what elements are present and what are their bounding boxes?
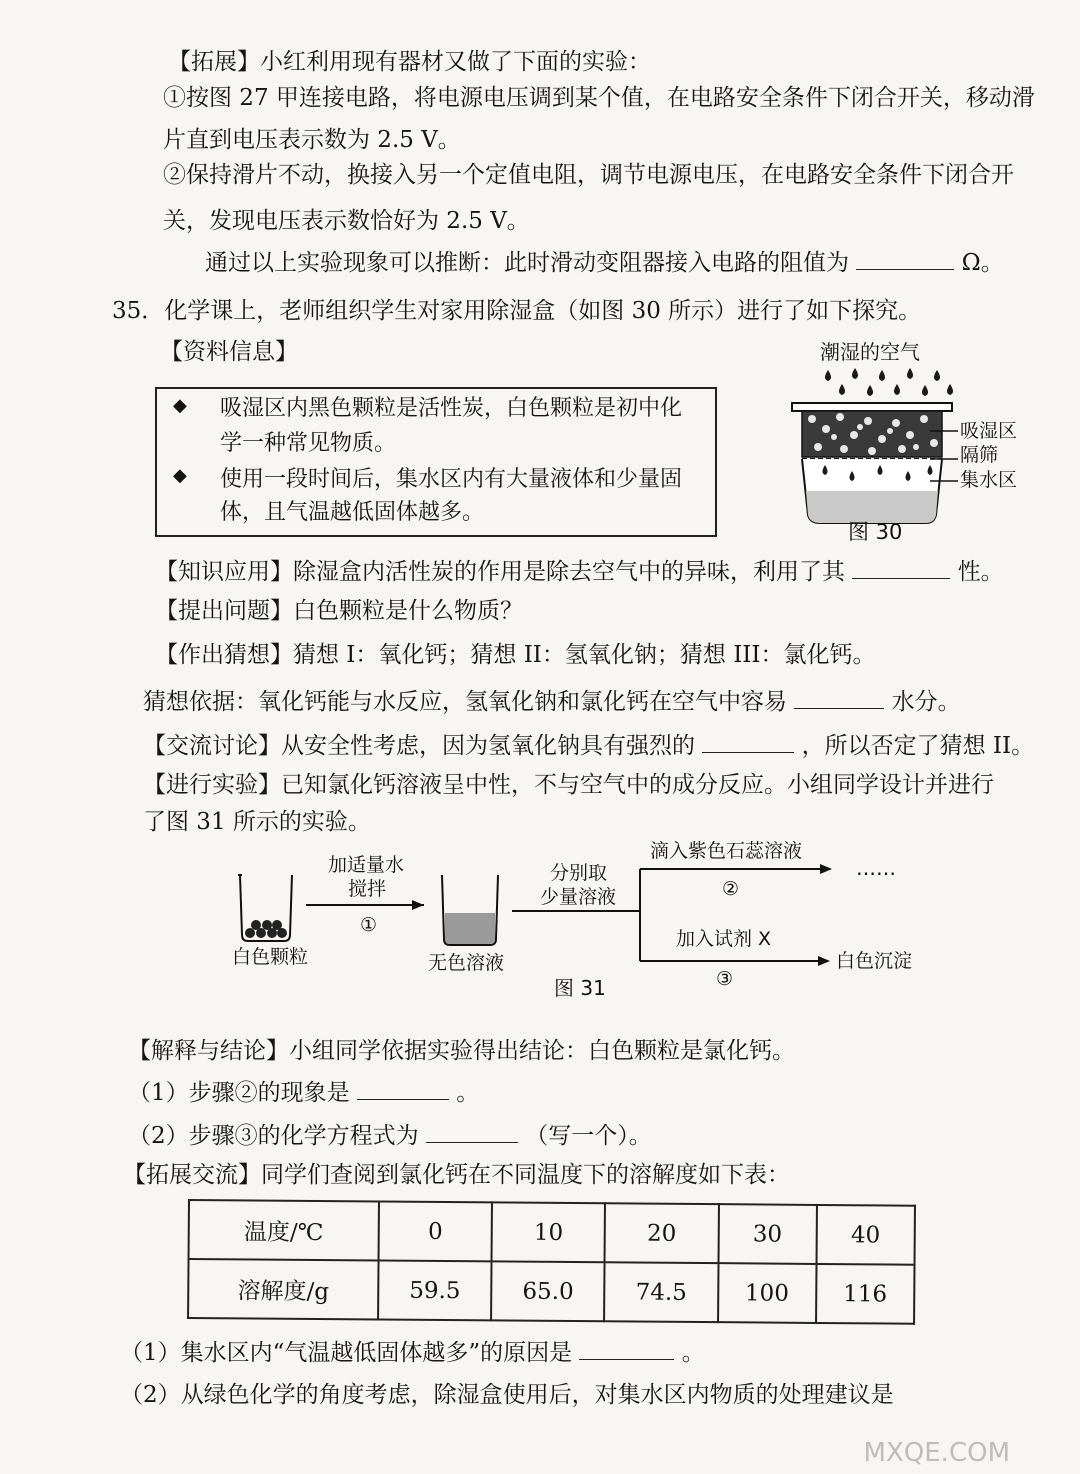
info-title: 【资料信息】 <box>160 339 298 365</box>
diamond-bullet-icon: ◆ <box>173 465 187 486</box>
watermark: MXQE.COM <box>863 1438 1010 1468</box>
conclusion-q2 <box>128 1118 652 1151</box>
knowledge-text: 【知识应用】除湿盒内活性炭的作用是除去空气中的异味，利用了其 <box>155 559 845 585</box>
exchange-q1 <box>120 1335 705 1368</box>
step3-number: ③ <box>716 968 734 990</box>
figure-31-experiment-flow <box>220 835 960 1005</box>
info-box <box>155 387 717 537</box>
extension-step2: ②保持滑片不动，换接入另一个定值电阻，调节电源电压，在电路安全条件下闭合开 <box>163 162 1014 188</box>
collected-water <box>806 491 938 523</box>
step1-label-1: 加适量水 <box>328 854 405 876</box>
table-cell: 40 <box>816 1205 915 1265</box>
q2-end: （写一个）。 <box>525 1123 652 1149</box>
table-cell: 116 <box>816 1264 915 1324</box>
info-item-2-cont: 体，且气温越低固体越多。 <box>220 500 485 525</box>
answer-blank-reason[interactable] <box>579 1335 674 1360</box>
q2-text: （2）步骤③的化学方程式为 <box>128 1123 419 1149</box>
q1-end: 。 <box>456 1080 480 1106</box>
arrowhead-icon <box>412 900 424 910</box>
extension-step1: ①按图 27 甲连接电路，将电源电压调到某个值，在电路安全条件下闭合开关，移动滑 <box>163 85 1035 111</box>
exchange-q1-end: 。 <box>681 1340 705 1366</box>
table-header-temp: 温度/℃ <box>189 1200 379 1260</box>
extension-heading: 【拓展】小红利用现有器材又做了下面的实验： <box>168 49 651 75</box>
label-water-zone: 集水区 <box>960 469 1018 491</box>
step1-label-2: 搅拌 <box>348 878 387 900</box>
figure-30-dehumidifier-diagram <box>780 335 1040 550</box>
label-white-granules: 白色颗粒 <box>232 946 309 968</box>
extension-step1-cont: 片直到电压表示数为 2.5 V。 <box>163 127 461 153</box>
knowledge-end: 性。 <box>957 559 1004 585</box>
label-sieve: 隔筛 <box>960 444 999 466</box>
exchange-q1-text: （1）集水区内“气温越低固体越多”的原因是 <box>120 1340 573 1366</box>
table-cell: 59.5 <box>378 1260 492 1320</box>
info-item-1: 吸湿区内黑色颗粒是活性炭，白色颗粒是初中化 <box>220 396 683 421</box>
extension-step2-cont: 关，发现电压表示数恰好为 2.5 V。 <box>163 208 530 234</box>
split-label-1: 分别取 <box>550 862 608 884</box>
conclusion-q1 <box>128 1075 479 1108</box>
answer-blank-corrosive[interactable] <box>702 728 794 753</box>
table-cell: 10 <box>492 1202 606 1262</box>
arrowhead-icon <box>820 864 832 874</box>
table-cell: 20 <box>605 1203 719 1263</box>
inference-text: 通过以上实验现象可以推断：此时滑动变阻器接入电路的阻值为 <box>205 250 849 276</box>
knowledge-application <box>155 554 1004 587</box>
hypotheses: 【作出猜想】猜想 I：氧化钙；猜想 II：氢氧化钠；猜想 III：氯化钙。 <box>155 642 876 668</box>
table-cell: 0 <box>379 1202 493 1262</box>
step3-label: 加入试剂 X <box>676 928 772 950</box>
table-cell: 100 <box>718 1263 817 1323</box>
table-row <box>189 1200 915 1265</box>
lid-rim <box>792 403 952 411</box>
step2-number: ② <box>722 878 740 900</box>
hypothesis-basis <box>143 684 961 717</box>
exchange-q2: （2）从绿色化学的角度考虑，除湿盒使用后，对集水区内物质的处理建议是 <box>120 1382 894 1408</box>
solubility-table <box>187 1199 916 1325</box>
experiment-intro-cont: 了图 31 所示的实验。 <box>143 809 371 835</box>
label-absorb-zone: 吸湿区 <box>960 420 1018 442</box>
question-35-title: 35．化学课上，老师组织学生对家用除湿盒（如图 30 所示）进行了如下探究。 <box>112 298 922 324</box>
diamond-bullet-icon: ◆ <box>173 395 187 416</box>
fig30-caption: 图 30 <box>848 520 903 544</box>
info-item-2: 使用一段时间后，集水区内有大量液体和少量固 <box>220 467 683 492</box>
raise-question: 【提出问题】白色颗粒是什么物质？ <box>155 598 523 624</box>
extension-exchange: 【拓展交流】同学们查阅到氯化钙在不同温度下的溶解度如下表： <box>123 1162 790 1188</box>
table-cell: 65.0 <box>491 1261 605 1321</box>
step2-label: 滴入紫色石蕊溶液 <box>650 840 803 862</box>
inference-unit: Ω。 <box>961 250 1004 276</box>
answer-blank-equation[interactable] <box>426 1118 518 1143</box>
colorless-solution-fill <box>445 913 495 944</box>
arrowhead-icon <box>818 956 830 966</box>
answer-blank-resistance[interactable] <box>856 245 954 270</box>
step1-number: ① <box>360 914 378 936</box>
basis-end: 水分。 <box>891 689 961 715</box>
discussion-end: ，所以否定了猜想 II。 <box>801 733 1035 759</box>
label-colorless-solution: 无色溶液 <box>428 952 505 974</box>
table-cell: 30 <box>718 1204 817 1264</box>
moist-air-droplets-icon <box>825 368 953 396</box>
extension-inference <box>205 245 1004 278</box>
table-cell: 74.5 <box>604 1262 718 1322</box>
discussion <box>143 728 1034 761</box>
discussion-text: 【交流讨论】从安全性考虑，因为氢氧化钠具有强烈的 <box>143 733 695 759</box>
q1-text: （1）步骤②的现象是 <box>128 1080 350 1106</box>
step3-result: 白色沉淀 <box>836 950 913 972</box>
conclusion: 【解释与结论】小组同学依据实验得出结论：白色颗粒是氯化钙。 <box>128 1038 795 1064</box>
answer-blank-property[interactable] <box>852 554 950 579</box>
experiment-intro: 【进行实验】已知氯化钙溶液呈中性，不与空气中的成分反应。小组同学设计并进行 <box>143 772 994 798</box>
step2-result: …… <box>856 856 896 880</box>
table-header-solubility: 溶解度/g <box>188 1259 378 1319</box>
split-label-2: 少量溶液 <box>540 886 617 908</box>
answer-blank-phenomenon[interactable] <box>357 1075 449 1100</box>
white-granules-icon <box>245 920 287 938</box>
answer-blank-absorb[interactable] <box>794 684 884 709</box>
basis-text: 猜想依据：氧化钙能与水反应，氢氧化钠和氯化钙在空气中容易 <box>143 689 787 715</box>
fig31-caption: 图 31 <box>554 976 606 1000</box>
info-item-1-cont: 学一种常见物质。 <box>220 431 397 456</box>
fig30-top-label: 潮湿的空气 <box>820 340 920 364</box>
table-row <box>188 1259 914 1324</box>
